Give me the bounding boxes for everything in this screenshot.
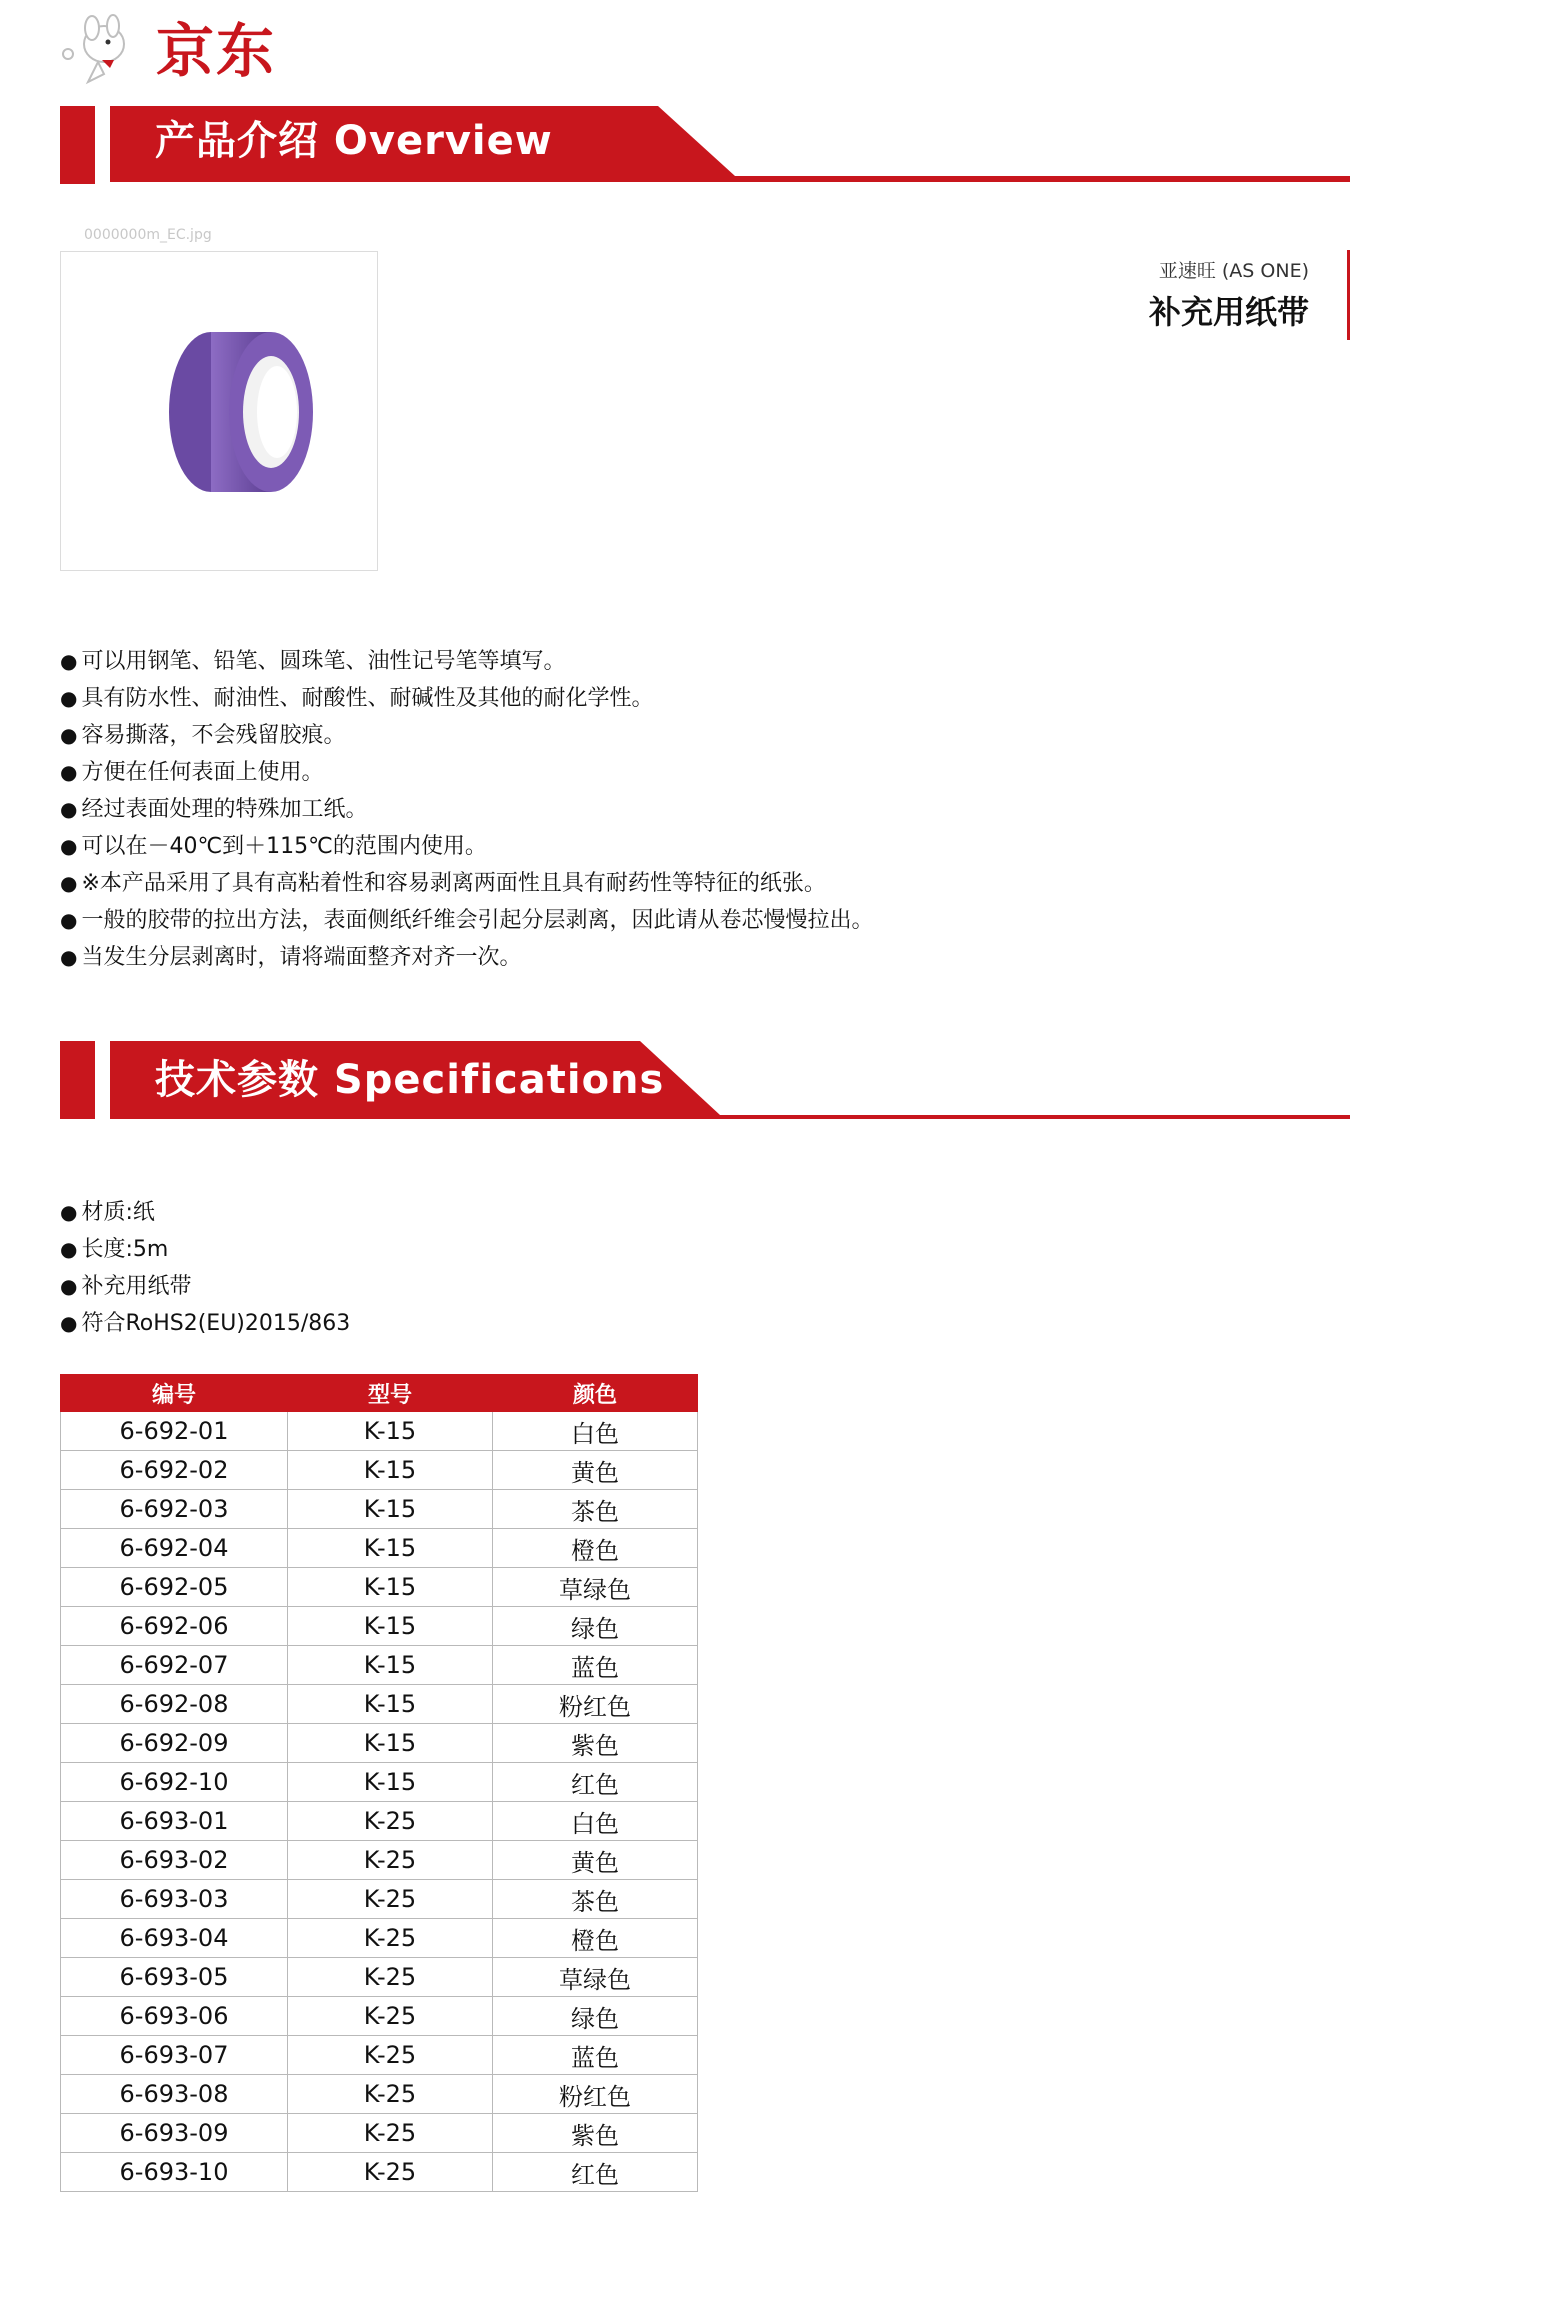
- table-row: [61, 1802, 698, 1841]
- cell-code: 6-692-05: [61, 1568, 288, 1607]
- list-item: ● 具有防水性、耐油性、耐酸性、耐碱性及其他的耐化学性。: [60, 680, 873, 717]
- cell-code: 6-693-06: [61, 1997, 288, 2036]
- table-row: [61, 2075, 698, 2114]
- table-row: [61, 1451, 698, 1490]
- cell-color: 蓝色: [493, 1646, 698, 1685]
- cell-code: 6-692-02: [61, 1451, 288, 1490]
- cell-code: 6-693-08: [61, 2075, 288, 2114]
- overview-title: 产品介绍 Overview: [155, 118, 553, 164]
- cell-model: K-25: [288, 1958, 493, 1997]
- table-row: [61, 1919, 698, 1958]
- cell-color: 绿色: [493, 1997, 698, 2036]
- feature-list: [60, 643, 873, 976]
- cell-color: 草绿色: [493, 1568, 698, 1607]
- cell-model: K-15: [288, 1412, 493, 1451]
- cell-code: 6-693-01: [61, 1802, 288, 1841]
- table-header-row: [61, 1375, 698, 1412]
- spec-banner: [60, 1039, 1350, 1119]
- table-body: [61, 1412, 698, 2192]
- list-item: ● 容易撕落，不会残留胶痕。: [60, 717, 873, 754]
- list-item: ● ※本产品采用了具有高粘着性和容易剥离两面性且具有耐药性等特征的纸张。: [60, 865, 873, 902]
- spec-list: [60, 1194, 350, 1342]
- cell-model: K-15: [288, 1646, 493, 1685]
- cell-model: K-15: [288, 1724, 493, 1763]
- logo-text: 京东: [156, 17, 277, 85]
- cell-code: 6-693-09: [61, 2114, 288, 2153]
- brand-name: 亚速旺 (AS ONE): [1158, 260, 1309, 282]
- list-item: ● 经过表面处理的特殊加工纸。: [60, 791, 873, 828]
- cell-code: 6-692-06: [61, 1607, 288, 1646]
- table-row: [61, 1685, 698, 1724]
- jd-mascot-icon: [58, 8, 158, 88]
- cell-color: 橙色: [493, 1919, 698, 1958]
- list-item: ● 补充用纸带: [60, 1268, 350, 1305]
- table-row: [61, 1568, 698, 1607]
- cell-model: K-25: [288, 2153, 493, 2192]
- list-item: ● 一般的胶带的拉出方法，表面侧纸纤维会引起分层剥离，因此请从卷芯慢慢拉出。: [60, 902, 873, 939]
- tape-roll-icon: [121, 312, 321, 512]
- column-header-model: 型号: [288, 1375, 493, 1412]
- product-heading: [889, 250, 1350, 340]
- cell-model: K-15: [288, 1607, 493, 1646]
- cell-code: 6-692-04: [61, 1529, 288, 1568]
- list-item: ● 方便在任何表面上使用。: [60, 754, 873, 791]
- spec-title: 技术参数 Specifications: [155, 1057, 665, 1103]
- cell-model: K-15: [288, 1685, 493, 1724]
- column-header-color: 颜色: [493, 1375, 698, 1412]
- cell-model: K-25: [288, 2036, 493, 2075]
- cell-color: 绿色: [493, 1607, 698, 1646]
- cell-code: 6-693-05: [61, 1958, 288, 1997]
- cell-model: K-25: [288, 1997, 493, 2036]
- cell-code: 6-693-10: [61, 2153, 288, 2192]
- cell-model: K-15: [288, 1763, 493, 1802]
- cell-code: 6-693-02: [61, 1841, 288, 1880]
- cell-model: K-25: [288, 1802, 493, 1841]
- product-image: [60, 251, 378, 571]
- cell-color: 茶色: [493, 1490, 698, 1529]
- list-item: ● 符合RoHS2(EU)2015/863: [60, 1305, 350, 1342]
- column-header-code: 编号: [61, 1375, 288, 1412]
- list-item: ● 可以在－40℃到＋115℃的范围内使用。: [60, 828, 873, 865]
- spec-table: [60, 1374, 698, 2192]
- cell-color: 橙色: [493, 1529, 698, 1568]
- cell-color: 紫色: [493, 2114, 698, 2153]
- list-item: ● 可以用钢笔、铅笔、圆珠笔、油性记号笔等填写。: [60, 643, 873, 680]
- table-row: [61, 2153, 698, 2192]
- cell-code: 6-693-03: [61, 1880, 288, 1919]
- table-row: [61, 1412, 698, 1451]
- cell-code: 6-692-09: [61, 1724, 288, 1763]
- cell-model: K-25: [288, 1919, 493, 1958]
- table-row: [61, 1646, 698, 1685]
- table-row: [61, 1841, 698, 1880]
- table-row: [61, 1607, 698, 1646]
- image-caption: 0000000m_EC.jpg: [84, 227, 212, 243]
- cell-code: 6-692-07: [61, 1646, 288, 1685]
- table-row: [61, 2036, 698, 2075]
- jd-logo: [58, 8, 298, 88]
- overview-banner: [60, 104, 1350, 184]
- table-row: [61, 1490, 698, 1529]
- cell-code: 6-693-07: [61, 2036, 288, 2075]
- list-item: ● 长度:5m: [60, 1231, 350, 1268]
- cell-model: K-25: [288, 2114, 493, 2153]
- cell-color: 白色: [493, 1802, 698, 1841]
- cell-code: 6-693-04: [61, 1919, 288, 1958]
- table-row: [61, 1763, 698, 1802]
- cell-color: 草绿色: [493, 1958, 698, 1997]
- cell-model: K-15: [288, 1568, 493, 1607]
- cell-color: 黄色: [493, 1451, 698, 1490]
- cell-code: 6-692-10: [61, 1763, 288, 1802]
- cell-model: K-25: [288, 1880, 493, 1919]
- cell-model: K-15: [288, 1490, 493, 1529]
- cell-color: 红色: [493, 1763, 698, 1802]
- cell-code: 6-692-01: [61, 1412, 288, 1451]
- cell-color: 茶色: [493, 1880, 698, 1919]
- cell-color: 粉红色: [493, 1685, 698, 1724]
- table-row: [61, 1529, 698, 1568]
- cell-color: 红色: [493, 2153, 698, 2192]
- table-row: [61, 2114, 698, 2153]
- cell-color: 粉红色: [493, 2075, 698, 2114]
- cell-model: K-25: [288, 2075, 493, 2114]
- cell-color: 白色: [493, 1412, 698, 1451]
- table-row: [61, 1958, 698, 1997]
- list-item: ● 材质:纸: [60, 1194, 350, 1231]
- list-item: ● 当发生分层剥离时，请将端面整齐对齐一次。: [60, 939, 873, 976]
- product-name: 补充用纸带: [1148, 293, 1309, 331]
- table-row: [61, 1880, 698, 1919]
- cell-color: 黄色: [493, 1841, 698, 1880]
- cell-model: K-25: [288, 1841, 493, 1880]
- cell-color: 蓝色: [493, 2036, 698, 2075]
- cell-code: 6-692-03: [61, 1490, 288, 1529]
- cell-model: K-15: [288, 1451, 493, 1490]
- cell-model: K-15: [288, 1529, 493, 1568]
- table-row: [61, 1997, 698, 2036]
- cell-color: 紫色: [493, 1724, 698, 1763]
- table-row: [61, 1724, 698, 1763]
- cell-code: 6-692-08: [61, 1685, 288, 1724]
